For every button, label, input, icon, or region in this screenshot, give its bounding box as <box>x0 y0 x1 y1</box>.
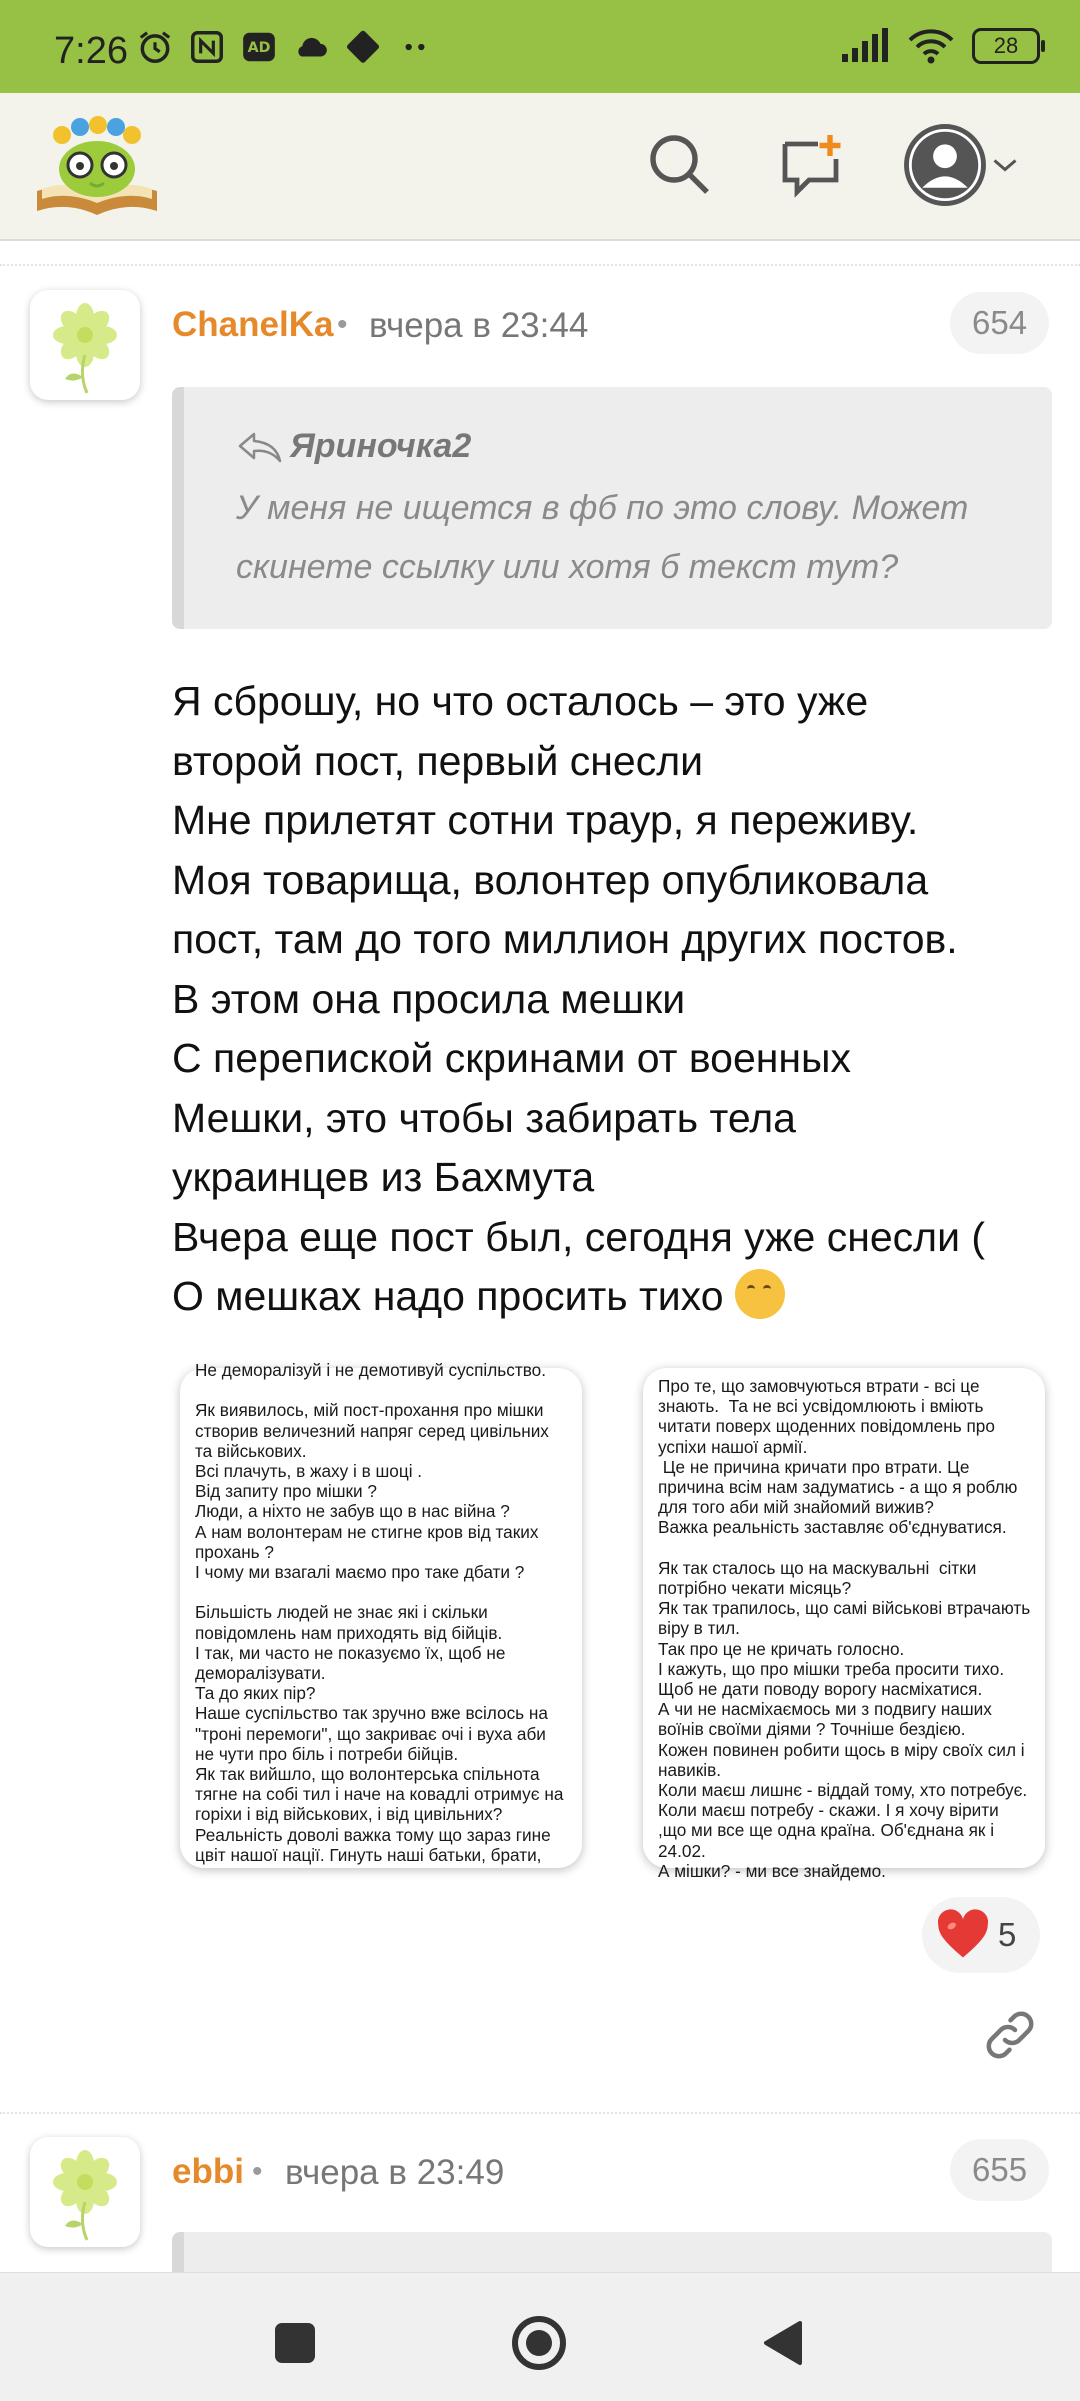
meta-separator: • <box>337 308 348 341</box>
post-number[interactable]: 654 <box>950 292 1049 354</box>
post-line: украинцев из Бахмута <box>172 1154 595 1200</box>
quote-author[interactable] <box>236 427 471 466</box>
signal-icon <box>840 28 890 64</box>
flower-icon <box>43 2142 127 2242</box>
image-2-text: Про те, що замовчуються втрати - всі це знають. Та не всі усвідомлюють і вміють читати поверх щоденних повідомлень про успіхи нашої армії. Це не причина кричати про втрати. Це причина всім нам задуматись - а що я роблю для того аби мій знайомий вижив? Важка реальність заставляє об'єднуватися. Як так сталось що на маскувальні сітки потрібно чекати місяць? Як так трапилось, що самі військові втрачають віру в тил. Так про це не кричать голосно. І кажуть, що про мішки треба просити тихо. Щоб не дати поводу ворогу насміхатися. А чи не насміхаємось ми з подвигу наших воїнів своїми діями ? Точніше бездією. Кожен повинен робити щось в міру своїх сил і навиків. Коли маєш лишнє - віддай тому, хто потребує. Коли маєш потребу - скажи. І я хочу вірити ,що ми все ще одна країна. Об'єднана як і 24.02. А мішки? - ми все знайдемо. <box>658 1376 1031 1881</box>
new-post-button[interactable] <box>770 123 854 207</box>
author-avatar[interactable] <box>30 2137 140 2247</box>
post-number[interactable]: 655 <box>950 2139 1049 2201</box>
post-line: второй пост, первый снесли <box>172 737 704 784</box>
back-button[interactable] <box>760 2319 804 2367</box>
post-line-last <box>172 1267 1062 1327</box>
heart-icon <box>936 1910 990 1960</box>
wifi-icon <box>908 28 954 64</box>
post-time[interactable]: вчера в 23:49 <box>285 2153 505 2192</box>
reaction-count: 5 <box>998 1916 1017 1953</box>
app-icon <box>344 28 382 66</box>
meta-separator: • <box>252 2155 263 2188</box>
reply-arrow-icon <box>236 430 284 464</box>
quote-text: У меня не ищется в фб по это слову. Может скинете ссылку или хотя б текст тут? <box>236 489 969 586</box>
post-line: С перепиской скринами от военных <box>172 1035 852 1081</box>
post-line: Вчера еще пост был, сегодня уже снесли ( <box>172 1213 986 1260</box>
alarm-icon <box>136 28 174 66</box>
post-line: Мешки, это чтобы забирать тела <box>172 1094 796 1141</box>
post-author[interactable]: ebbi <box>172 2152 244 2191</box>
post-time[interactable]: вчера в 23:44 <box>369 306 589 345</box>
post-divider <box>0 2112 1080 2114</box>
post-divider <box>0 264 1080 266</box>
ad-icon <box>240 28 278 66</box>
chevron-down-icon <box>987 147 1023 183</box>
post-line: В этом она просила мешки <box>172 975 686 1022</box>
image-1-text: Не деморалізуй і не демотивуй суспільство. Як виявилось, мій пост-прохання про мішки створив величезний напряг серед цивільних та військових. Всі плачуть, в жаху і в шоці . Від запиту про мішки ? Люди, а ніхто не забув що в нас війна ? А нам волонтерам не стигне кров від таких прохань ? І чому ми взагалі маємо про таке дбати ? Більшість людей не знає які і скільки повідомлень нам приходять від бійців. І так, ми часто не показуємо їх, щоб не деморалізувати. Та до яких пір? Наше суспільство так зручно вже всілось на "троні перемоги", що закриває очі і вуха аби не чути про біль і потреби бійців. Як так вийшло, що волонтерська спільнота тягне на собі тил і наче на ковадлі отримує на горіхи і від військових, і від цивільних? Реальність доволі важка тому що зараз гине цвіт нашої нації. Гинуть наші батьки, брати, <box>195 1360 564 1865</box>
site-logo[interactable] <box>32 111 162 219</box>
post-author[interactable]: ChanelKa <box>172 305 334 344</box>
post-line: пост, там до того миллион других постов. <box>172 916 958 962</box>
post-line: О мешках надо просить тихо <box>172 1273 724 1319</box>
user-avatar <box>903 123 987 207</box>
attached-image-2[interactable] <box>643 1368 1045 1881</box>
nfc-icon <box>188 28 226 66</box>
more-dots-icon <box>396 28 434 66</box>
quote-author-name: Яриночка2 <box>290 427 472 465</box>
user-menu[interactable] <box>898 123 1028 207</box>
attached-image-1[interactable] <box>180 1360 582 1868</box>
post-body <box>172 672 1062 1327</box>
link-icon[interactable] <box>980 2005 1040 2065</box>
status-time: 7:26 <box>54 30 128 72</box>
post-line: Моя товарища, волонтер опубликовала <box>172 856 929 903</box>
system-nav-bar <box>0 2272 1080 2401</box>
quote-block <box>172 387 1052 629</box>
site-header <box>0 93 1080 241</box>
cloud-icon <box>292 28 330 66</box>
status-left-icons <box>136 28 434 66</box>
status-bar <box>0 0 1080 93</box>
battery-icon: 28 <box>972 28 1040 64</box>
flower-icon <box>43 295 127 395</box>
reaction-button[interactable] <box>922 1897 1040 1973</box>
author-avatar[interactable] <box>30 290 140 400</box>
quote-block <box>172 2232 1052 2272</box>
recent-apps-button[interactable] <box>275 2323 315 2363</box>
new-post-icon <box>776 129 848 201</box>
home-button[interactable] <box>511 2315 567 2371</box>
shushing-face-icon <box>735 1269 785 1319</box>
svg-text:AD: AD <box>247 39 271 56</box>
post-line: Мне прилетят сотни траур, я переживу. <box>172 797 919 843</box>
status-right-icons <box>840 28 1040 64</box>
post-line: Я сброшу, но что осталось – это уже <box>172 678 869 724</box>
search-button[interactable] <box>638 123 722 207</box>
search-icon <box>644 129 716 201</box>
